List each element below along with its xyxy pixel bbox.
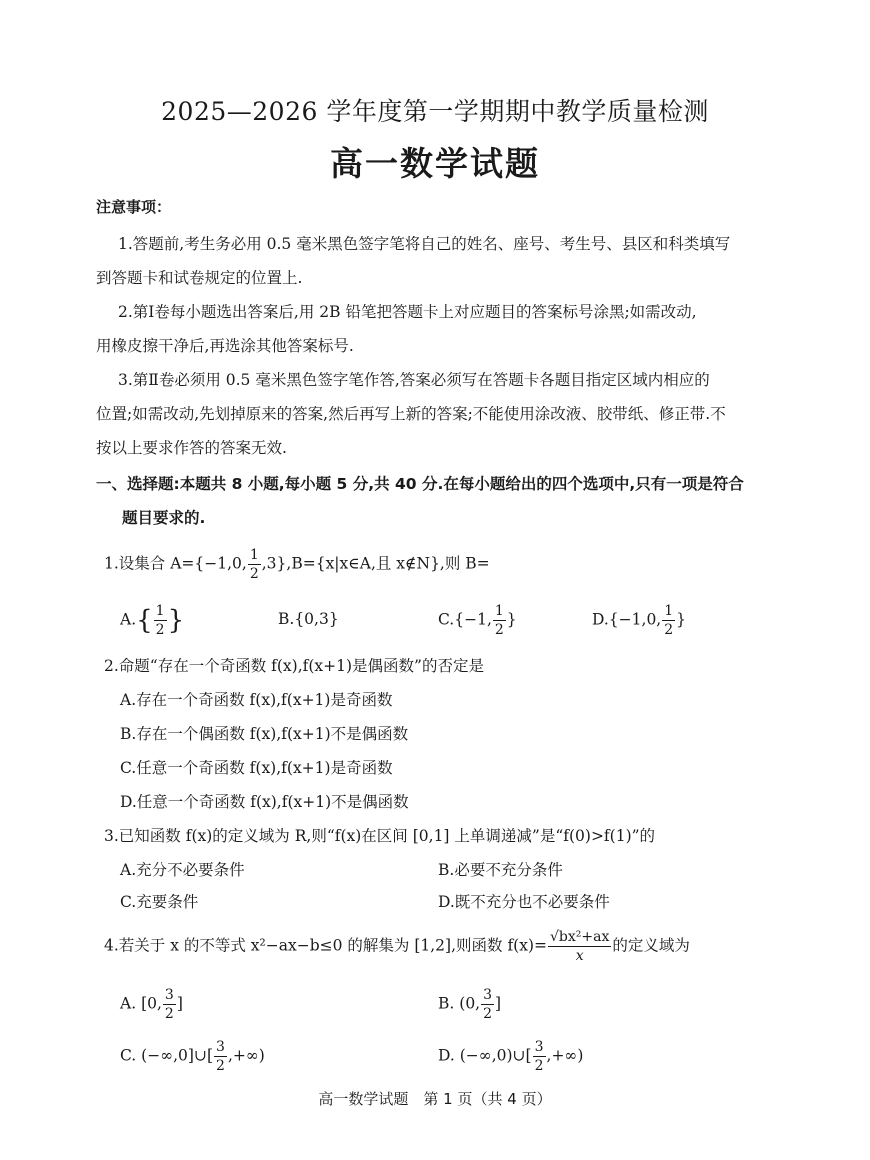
question-4-option-c (120, 1040, 265, 1073)
notice-item-1-line-1: 1.答题前,考生务必用 0.5 毫米黑色签字笔将自己的姓名、座号、考生号、县区和科类填写 (118, 235, 731, 253)
q4-function-fraction (548, 930, 611, 963)
exam-main-title: 高一数学试题 (330, 144, 540, 183)
q4-a-right: ] (176, 994, 183, 1013)
q1-c-pre: C.{−1, (438, 610, 492, 629)
q4-d-pre: (−∞,0)∪ (459, 1046, 526, 1065)
question-3-option-b: B.必要不充分条件 (438, 861, 563, 879)
q4-frac-num: √bx²+ax (550, 929, 610, 945)
q4-d-right: ,+∞) (546, 1046, 584, 1065)
notice-item-3-line-3: 按以上要求作答的答案无效. (96, 439, 287, 457)
q4-c-left: [ (206, 1046, 214, 1065)
q4-c-den: 2 (216, 1058, 225, 1074)
exam-year-title: 2025—2026 学年度第一学期期中教学质量检测 (161, 97, 709, 126)
q1-stem-pre: 1.设集合 A={−1,0, (104, 554, 247, 573)
question-1-option-b: B.{0,3} (278, 610, 339, 628)
q1-d-post: } (676, 610, 687, 629)
question-4-stem (104, 930, 690, 963)
q1-c-fraction (493, 604, 506, 637)
q4-c-label: C. (120, 1046, 137, 1065)
question-1-option-d (592, 604, 686, 637)
question-4-option-d (438, 1040, 583, 1073)
q1-c-post: } (506, 610, 517, 629)
question-3-option-a: A.充分不必要条件 (120, 861, 245, 879)
section-1-line-1: 一、选择题:本题共 8 小题,每小题 5 分,共 40 分.在每小题给出的四个选项中,只有一项是符合 (96, 475, 744, 493)
q1-half-num: 1 (249, 547, 259, 563)
question-3-option-d: D.既不充分也不必要条件 (438, 893, 610, 911)
page-footer: 高一数学试题 第 1 页（共 4 页） (318, 1090, 552, 1108)
q1-c-den: 2 (494, 622, 504, 638)
q1-d-pre: D.{−1,0, (592, 610, 662, 629)
q4-c-num: 3 (216, 1039, 225, 1055)
q4-b-label: B. (438, 994, 455, 1013)
notice-item-2-line-2: 用橡皮擦干净后,再选涂其他答案标号. (96, 337, 354, 355)
notice-item-3-line-1: 3.第Ⅱ卷必须用 0.5 毫米黑色签字笔作答,答案必须写在答题卡各题目指定区域内相应的 (118, 371, 710, 389)
notice-item-3-line-2: 位置;如需改动,先划掉原来的答案,然后再写上新的答案;不能使用涂改液、胶带纸、修正带.不 (96, 405, 726, 423)
q1-a-label: A. (120, 610, 137, 629)
q4-b-den: 2 (483, 1006, 493, 1022)
question-4-option-a (120, 988, 183, 1021)
q4-b-right: ] (495, 994, 502, 1013)
q1-d-fraction (662, 604, 675, 637)
q1-stem-post: ,3},B={x|x∈A,且 x∉N},则 B= (261, 554, 490, 573)
q1-d-num: 1 (664, 603, 674, 619)
question-2-stem: 2.命题“存在一个奇函数 f(x),f(x+1)是偶函数”的否定是 (104, 657, 484, 675)
notice-heading: 注意事项： (96, 198, 172, 216)
notice-item-1-line-2: 到答题卡和试卷规定的位置上. (96, 269, 303, 287)
q4-b-fraction (481, 988, 494, 1021)
q4-d-den: 2 (534, 1058, 544, 1074)
q4-c-pre: (−∞,0]∪ (141, 1046, 207, 1065)
q4-a-label: A. (120, 994, 137, 1013)
q4-a-fraction (163, 988, 176, 1021)
question-2-option-c: C.任意一个奇函数 f(x),f(x+1)是奇函数 (120, 759, 393, 777)
q4-d-left: [ (525, 1046, 532, 1065)
q4-d-fraction (533, 1040, 546, 1073)
q1-a-num: 1 (155, 603, 165, 619)
q4-c-right: ,+∞) (227, 1046, 265, 1065)
question-2-option-b: B.存在一个偶函数 f(x),f(x+1)不是偶函数 (120, 725, 409, 743)
q1-half-fraction (248, 548, 261, 581)
q4-stem-pre: 4.若关于 x 的不等式 x²−ax−b≤0 的解集为 [1,2],则函数 f(x)= (104, 936, 548, 955)
q4-frac-den: x (575, 948, 584, 964)
q1-a-den: 2 (155, 622, 165, 638)
q4-c-fraction (214, 1040, 227, 1073)
q1-c-num: 1 (494, 603, 504, 619)
question-3-stem: 3.已知函数 f(x)的定义域为 R,则“f(x)在区间 [0,1] 上单调递减”是“f(0)>f(1)”的 (104, 827, 656, 845)
question-1-option-a: A.{ $\frac{1}{2}$ } (120, 603, 185, 638)
q4-d-num: 3 (534, 1039, 544, 1055)
section-1-line-2: 题目要求的. (122, 509, 206, 527)
question-3-option-c: C.充要条件 (120, 893, 199, 911)
q4-a-num: 3 (164, 987, 174, 1003)
question-2-option-a: A.存在一个奇函数 f(x),f(x+1)是奇函数 (120, 691, 393, 709)
q1-d-den: 2 (664, 622, 674, 638)
question-4-option-b (438, 988, 501, 1021)
question-1-option-c (438, 604, 517, 637)
q4-a-den: 2 (164, 1006, 174, 1022)
notice-item-2-line-1: 2.第Ⅰ卷每小题选出答案后,用 2B 铅笔把答题卡上对应题目的答案标号涂黑;如需改动, (118, 303, 697, 321)
q4-b-left: (0, (459, 994, 481, 1013)
q4-d-label: D. (438, 1046, 455, 1065)
question-2-option-d: D.任意一个奇函数 f(x),f(x+1)不是偶函数 (120, 793, 409, 811)
q4-stem-post: 的定义域为 (612, 936, 690, 955)
question-1-stem (104, 548, 490, 581)
q1-a-fraction (154, 604, 167, 637)
q4-b-num: 3 (483, 987, 493, 1003)
q4-a-left: [0, (141, 994, 162, 1013)
q1-half-den: 2 (249, 566, 259, 582)
